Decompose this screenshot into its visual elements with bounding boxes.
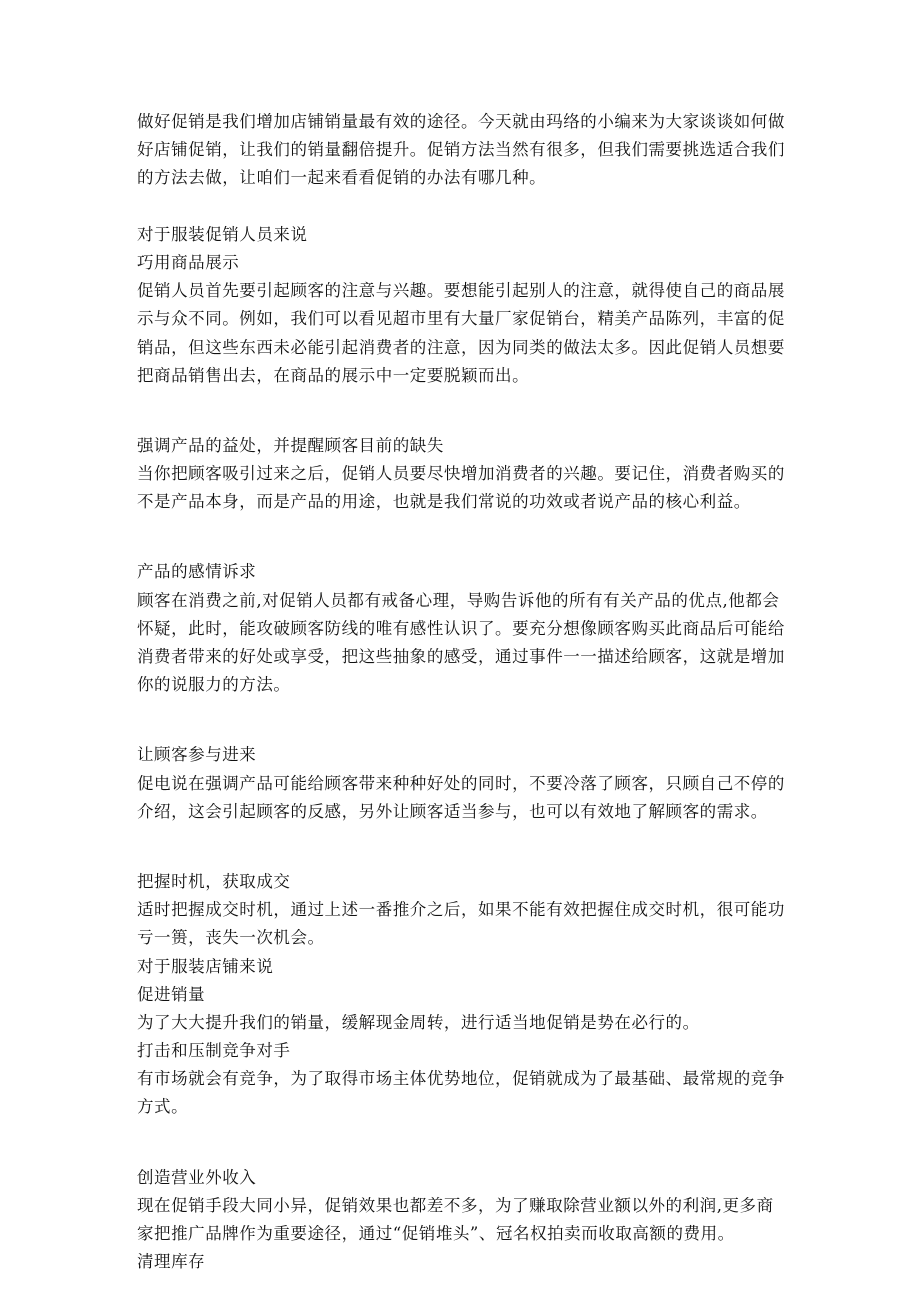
store-heading: 对于服装店铺来说 <box>137 956 274 976</box>
emotion-body-line: 你的说服力的方法。 <box>137 675 291 695</box>
benefit-title: 强调产品的益处，并提醒顾客目前的缺失 <box>137 435 444 455</box>
benefit-body-line: 不是产品本身，而是产品的用途，也就是我们常说的功效或者说产品的核心利益。 <box>137 492 751 512</box>
benefit-body-line: 当你把顾客吸引过来之后，促销人员要尽快增加消费者的兴趣。要记住，消费者购买的 <box>137 464 785 484</box>
timing-body-line: 亏一篑，丧失一次机会。 <box>137 928 325 948</box>
display-body-line: 促销人员首先要引起顾客的注意与兴趣。要想能引起别人的注意，就得使自己的商品展 <box>137 281 785 301</box>
emotion-title: 产品的感情诉求 <box>137 562 257 582</box>
participate-body-line: 促电说在强调产品可能给顾客带来种种好处的同时，不要冷落了顾客，只顾自己不停的 <box>137 773 785 793</box>
sales-title: 促进销量 <box>137 984 206 1004</box>
emotion-body-line: 怀疑，此时，能攻破顾客防线的唯有感性认识了。要充分想像顾客购买此商品后可能给 <box>137 618 785 638</box>
display-title: 巧用商品展示 <box>137 252 240 272</box>
income-body-line: 家把推广品牌作为重要途径，通过“促销堆头”、冠名权拍卖而收取高额的费用。 <box>137 1224 735 1243</box>
participate-title: 让顾客参与进来 <box>137 745 257 765</box>
compete-body-line: 有市场就会有竞争，为了取得市场主体优势地位，促销就成为了最基础、最常规的竞争 <box>137 1069 785 1089</box>
display-body-line: 示与众不同。例如，我们可以看见超市里有大量厂家促销台，精美产品陈列，丰富的促 <box>137 309 785 329</box>
income-title: 创造营业外收入 <box>137 1167 257 1187</box>
sales-body-line: 为了大大提升我们的销量，缓解现金周转，进行适当地促销是势在必行的。 <box>137 1012 700 1032</box>
display-body-line: 把商品销售出去，在商品的展示中一定要脱颖而出。 <box>137 365 530 385</box>
intro-line: 好店铺促销，让我们的销量翻倍提升。促销方法当然有很多，但我们需要挑选适合我们 <box>137 140 785 160</box>
intro-line: 做好促销是我们增加店铺销量最有效的途径。今天就由玛络的小编来为大家谈谈如何做 <box>137 112 785 131</box>
compete-body-line: 方式。 <box>137 1097 189 1117</box>
intro-line: 的方法去做，让咱们一起来看看促销的办法有哪几种。 <box>137 168 547 188</box>
emotion-body-line: 顾客在消费之前,对促销人员都有戒备心理，导购告诉他的所有有关产品的优点,他都会 <box>137 590 780 610</box>
inventory-title: 清理库存 <box>137 1252 206 1272</box>
display-body-line: 销品，但这些东西未必能引起消费者的注意，因为同类的做法太多。因此促销人员想要 <box>137 337 785 357</box>
income-body-line: 现在促销手段大同小异，促销效果也都差不多，为了赚取除营业额以外的利润,更多商 <box>137 1195 774 1215</box>
timing-title: 把握时机，获取成交 <box>137 871 291 891</box>
emotion-body-line: 消费者带来的好处或享受，把这些抽象的感受，通过事件一一描述给顾客，这就是增加 <box>137 647 785 666</box>
compete-title: 打击和压制竞争对手 <box>137 1041 291 1061</box>
staff-heading: 对于服装促销人员来说 <box>137 224 308 244</box>
document-body <box>137 108 785 1276</box>
timing-body-line: 适时把握成交时机，通过上述一番推介之后，如果不能有效把握住成交时机，很可能功 <box>137 900 785 920</box>
participate-body-line: 介绍，这会引起顾客的反感，另外让顾客适当参与，也可以有效地了解顾客的需求。 <box>137 801 768 821</box>
